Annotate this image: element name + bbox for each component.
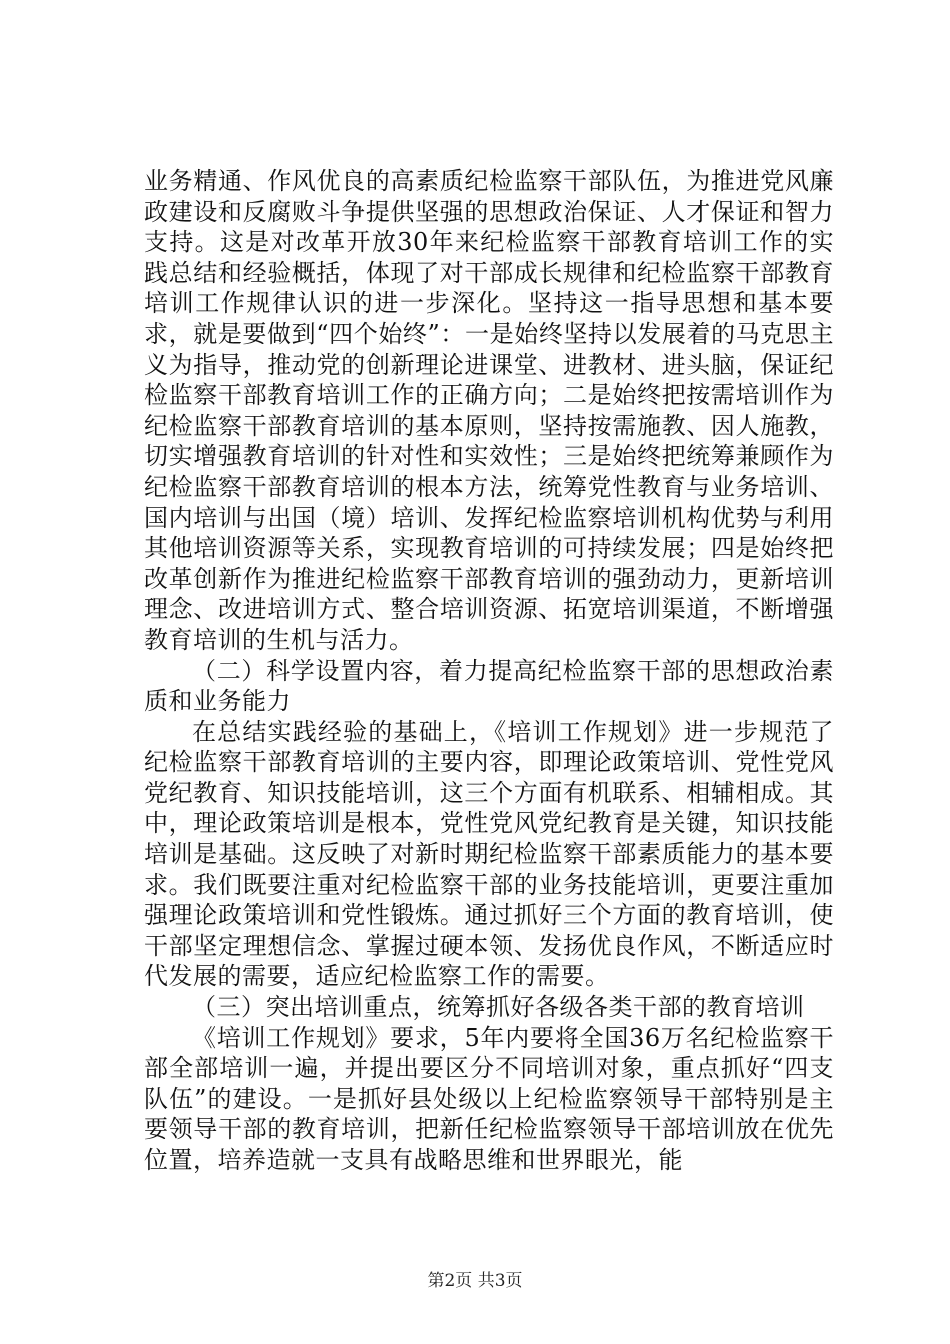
paragraph-2: 在总结实践经验的基础上，《培训工作规划》进一步规范了纪检监察干部教育培训的主要内容，即理论政策培训、党性党风党纪教育、知识技能培训，这三个方面有机联系、相辅相成。其中，理论政策培训是根本，党性党风党纪教育是关键，知识技能培训是基础。这反映了对新时期纪检监察干部素质能力的基本要求。我们既要注重对纪检监察干部的业务技能培训，更要注重加强理论政策培训和党性锻炼。通过抓好三个方面的教育培训，使干部坚定理想信念、掌握过硬本领、发扬优良作风，不断适应时代发展的需要，适应纪检监察工作的需要。 — [144, 717, 834, 991]
document-body — [144, 166, 834, 1176]
section-heading-2: （二）科学设置内容，着力提高纪检监察干部的思想政治素质和业务能力 — [144, 656, 834, 716]
page-footer: 第2页 共3页 — [427, 1271, 523, 1291]
section-heading-3: （三）突出培训重点，统筹抓好各级各类干部的教育培训 — [192, 993, 805, 1022]
paragraph-3: 《培训工作规划》要求，5年内要将全国36万名纪检监察干部全部培训一遍，并提出要区分不同培训对象，重点抓好“四支队伍”的建设。一是抓好县处级以上纪检监察领导干部特别是主要领导干部的教育培训，把新任纪检监察领导干部培训放在优先位置，培养造就一支具有战略思维和世界眼光，能 — [144, 1023, 834, 1174]
paragraph-1: 业务精通、作风优良的高素质纪检监察干部队伍，为推进党风廉政建设和反腐败斗争提供坚强的思想政治保证、人才保证和智力支持。这是对改革开放30年来纪检监察干部教育培训工作的实践总结和经验概括，体现了对干部成长规律和纪检监察干部教育培训工作规律认识的进一步深化。坚持这一指导思想和基本要求，就是要做到“四个始终”：一是始终坚持以发展着的马克思主义为指导，推动党的创新理论进课堂、进教材、进头脑，保证纪检监察干部教育培训工作的正确方向；二是始终把按需培训作为纪检监察干部教育培训的基本原则，坚持按需施教、因人施教，切实增强教育培训的针对性和实效性；三是始终把统筹兼顾作为纪检监察干部教育培训的根本方法，统筹党性教育与业务培训、国内培训与出国（境）培训、发挥纪检监察培训机构优势与利用其他培训资源等关系，实现教育培训的可持续发展；四是始终把改革创新作为推进纪检监察干部教育培训的强劲动力，更新培训理念、改进培训方式、整合培训资源、拓宽培训渠道，不断增强教育培训的生机与活力。 — [144, 167, 834, 654]
